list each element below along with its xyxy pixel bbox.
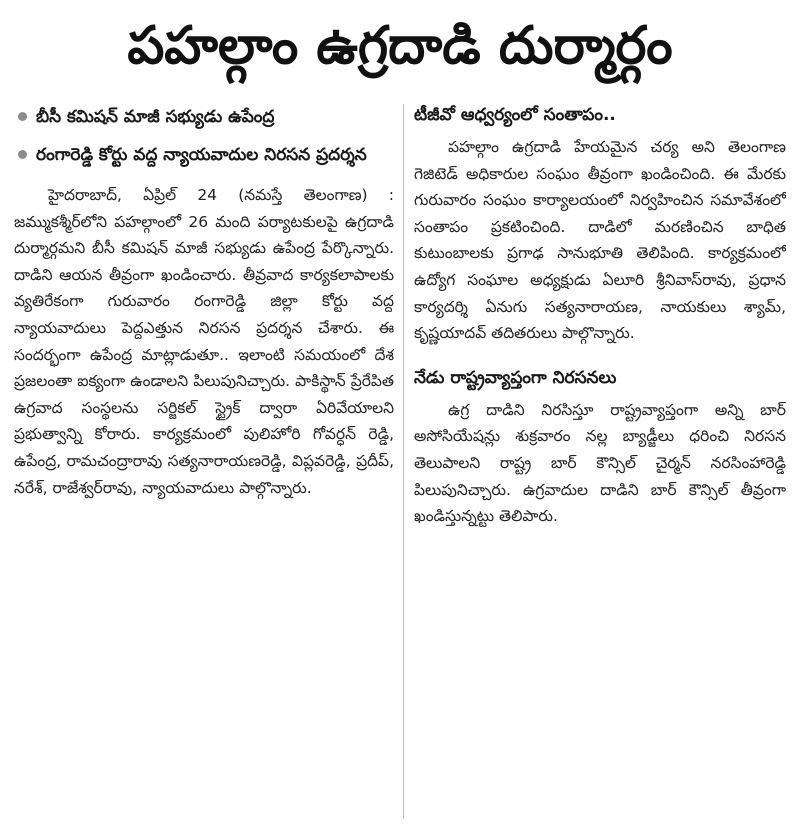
bullet-text: రంగారెడ్డి కోర్టు వద్ద న్యాయవాదుల నిరసన ప్రదర్శన: [36, 145, 367, 165]
bullet-item: [14, 100, 394, 134]
section-heading: నేడు రాష్ట్రవ్యాప్తంగా నిరసనలు: [414, 367, 617, 388]
bullet-item: [14, 138, 394, 172]
headline: పహల్గాం ఉగ్రదాడి దుర్మార్గం: [127, 16, 673, 76]
section-body: ఉగ్ర దాడిని నిరసిస్తూ రాష్ట్రవ్యాప్తంగా అన్ని బార్ అసోసియేషన్లు శుక్రవారం నల్ల బ్యాడ్జీలు ధరించి నిరసన తెలుపాలని రాష్ట్ర బార్ కౌన్సిల్ చైర్మన్ నరసింహారెడ్డి పిలుపునిచ్చారు. ఉగ్రవాదుల దాడిని బార్ కౌన్సిల్ తీవ్రంగా ఖండిస్తున్నట్టు తెలిపారు.: [414, 400, 786, 526]
bullet-text: బీసీ కమిషన్ మాజీ సభ్యుడు ఉపేంద్ర: [36, 107, 275, 127]
left-column: [14, 100, 394, 825]
right-column: [414, 100, 786, 825]
section-heading: టీజీవో ఆధ్వర్యంలో సంతాపం..: [414, 105, 616, 125]
article-body: హైదరాబాద్, ఏప్రిల్ 24 (నమస్తే తెలంగాణ) : జమ్ముకశ్మీర్‌లోని పహల్గాంలో 26 మంది పర్యాటకులపై ఉగ్రదాడి దుర్మార్గమని బీసీ కమిషన్ మాజీ సభ్యుడు ఉపేంద్ర పేర్కొన్నారు. దాడిని ఆయన తీవ్రంగా ఖండించారు. తీవ్రవాద కార్యకలాపాలకు వ్యతిరేకంగా గురువారం రంగారెడ్డి జిల్లా కోర్టు వద్ద న్యాయవాదులు పెద్దఎత్తున నిరసన ప్రదర్శన చేశారు. ఈ సందర్భంగా ఉపేంద్ర మాట్లాడుతూ.. ఇలాంటి సమయంలో దేశ ప్రజలంతా ఐక్యంగా ఉండాలని పిలుపునిచ్చారు. పాకిస్థాన్ ప్రేరేపిత ఉగ్రవాద సంస్థలను సర్జికల్ స్ట్రైక్ ద్వారా ఏరివేయాలని ప్రభుత్వాన్ని కోరారు. కార్యక్రమంలో పులిహోరి గోవర్ధన్ రెడ్డి, ఉపేంద్ర, రామచంద్రారావు సత్యనారాయణరెడ్డి, విప్లవరెడ్డి, ప్రదీప్, నరేశ్, రాజేశ్వర్‌రావు, న్యాయవాదులు పాల్గొన్నారు.: [14, 186, 394, 497]
column-divider: [403, 104, 404, 819]
section-body: పహల్గాం ఉగ్రదాడి హేయమైన చర్య అని తెలంగాణ గెజిటెడ్ అధికారుల సంఘం తీవ్రంగా ఖండించింది. ఈ మేరకు గురువారం సంఘం కార్యాలయంలో నిర్వహించిన సమావేశంలో సంతాపం ప్రకటించింది. దాడిలో మరణించిన బాధిత కుటుంబాలకు ప్రగాఢ సానుభూతి తెలిపింది. కార్యక్రమంలో ఉద్యోగ సంఘాల అధ్యక్షుడు ఏలూరి శ్రీనివాస్‌రావు, ప్రధాన కార్యదర్శి ఏనుగు సత్యనారాయణ, నాయకులు శ్యామ్, కృష్ణయాదవ్ తదితరులు పాల్గొన్నారు.: [414, 138, 786, 343]
bullet-dot-icon: [18, 150, 27, 159]
highlight-bullets: [14, 100, 394, 172]
bullet-dot-icon: [18, 112, 27, 121]
